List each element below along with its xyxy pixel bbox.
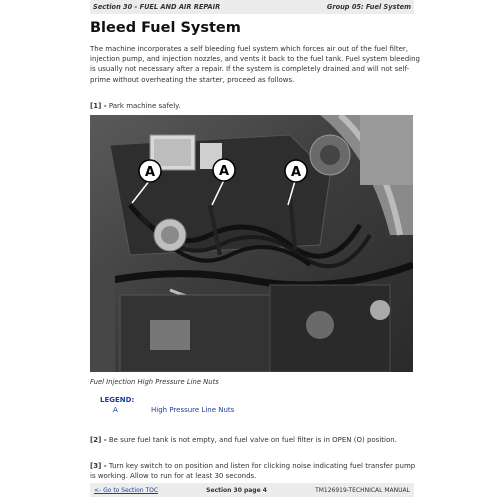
page-title: Bleed Fuel System xyxy=(90,20,241,36)
step-number: [2] - xyxy=(90,436,107,444)
page-header xyxy=(90,0,414,14)
header-group: Group 05: Fuel System xyxy=(326,3,411,11)
page-footer xyxy=(90,483,414,497)
callout-label: A xyxy=(218,164,230,179)
intro-paragraph: The machine incorporates a self bleeding fuel system which forces air out of the fuel filter, injection pump, and injection nozzles, and vents it back to the fuel tank. Fuel system bleeding is usually not necessary after a repair. If the system is completely drained and will not self-prime without overheating the starter, proceed as follows. xyxy=(90,45,420,84)
legend-key: A xyxy=(113,406,118,414)
step-number: [1] - xyxy=(90,102,107,110)
legend-item xyxy=(113,406,234,414)
manual-id: TM126919-TECHNICAL MANUAL xyxy=(315,486,410,494)
step-text: Turn key switch to on position and listen for clicking noise indicating fuel transfer pump is working. Allow to run for at least 30 seconds. xyxy=(90,462,416,480)
section-toc-link[interactable]: <- Go to Section TOC xyxy=(94,486,159,494)
step-2 xyxy=(90,435,397,445)
step-number: [3] - xyxy=(90,462,107,470)
legend-value: High Pressure Line Nuts xyxy=(151,406,235,414)
engine-photo xyxy=(90,115,413,372)
figure-caption: Fuel Injection High Pressure Line Nuts xyxy=(90,378,219,386)
legend-title: LEGEND: xyxy=(100,396,135,404)
callout-label: A xyxy=(290,165,302,180)
step-1 xyxy=(90,101,181,111)
step-text: Be sure fuel tank is not empty, and fuel valve on fuel filter is in OPEN (O) position. xyxy=(106,436,397,444)
header-section: Section 30 - FUEL AND AIR REPAIR xyxy=(93,3,221,11)
step-text: Park machine safely. xyxy=(106,102,181,110)
step-3 xyxy=(90,461,420,481)
page-number: Section 30 page 4 xyxy=(206,486,267,494)
callout-label: A xyxy=(144,165,156,180)
engine-illustration xyxy=(90,115,413,372)
